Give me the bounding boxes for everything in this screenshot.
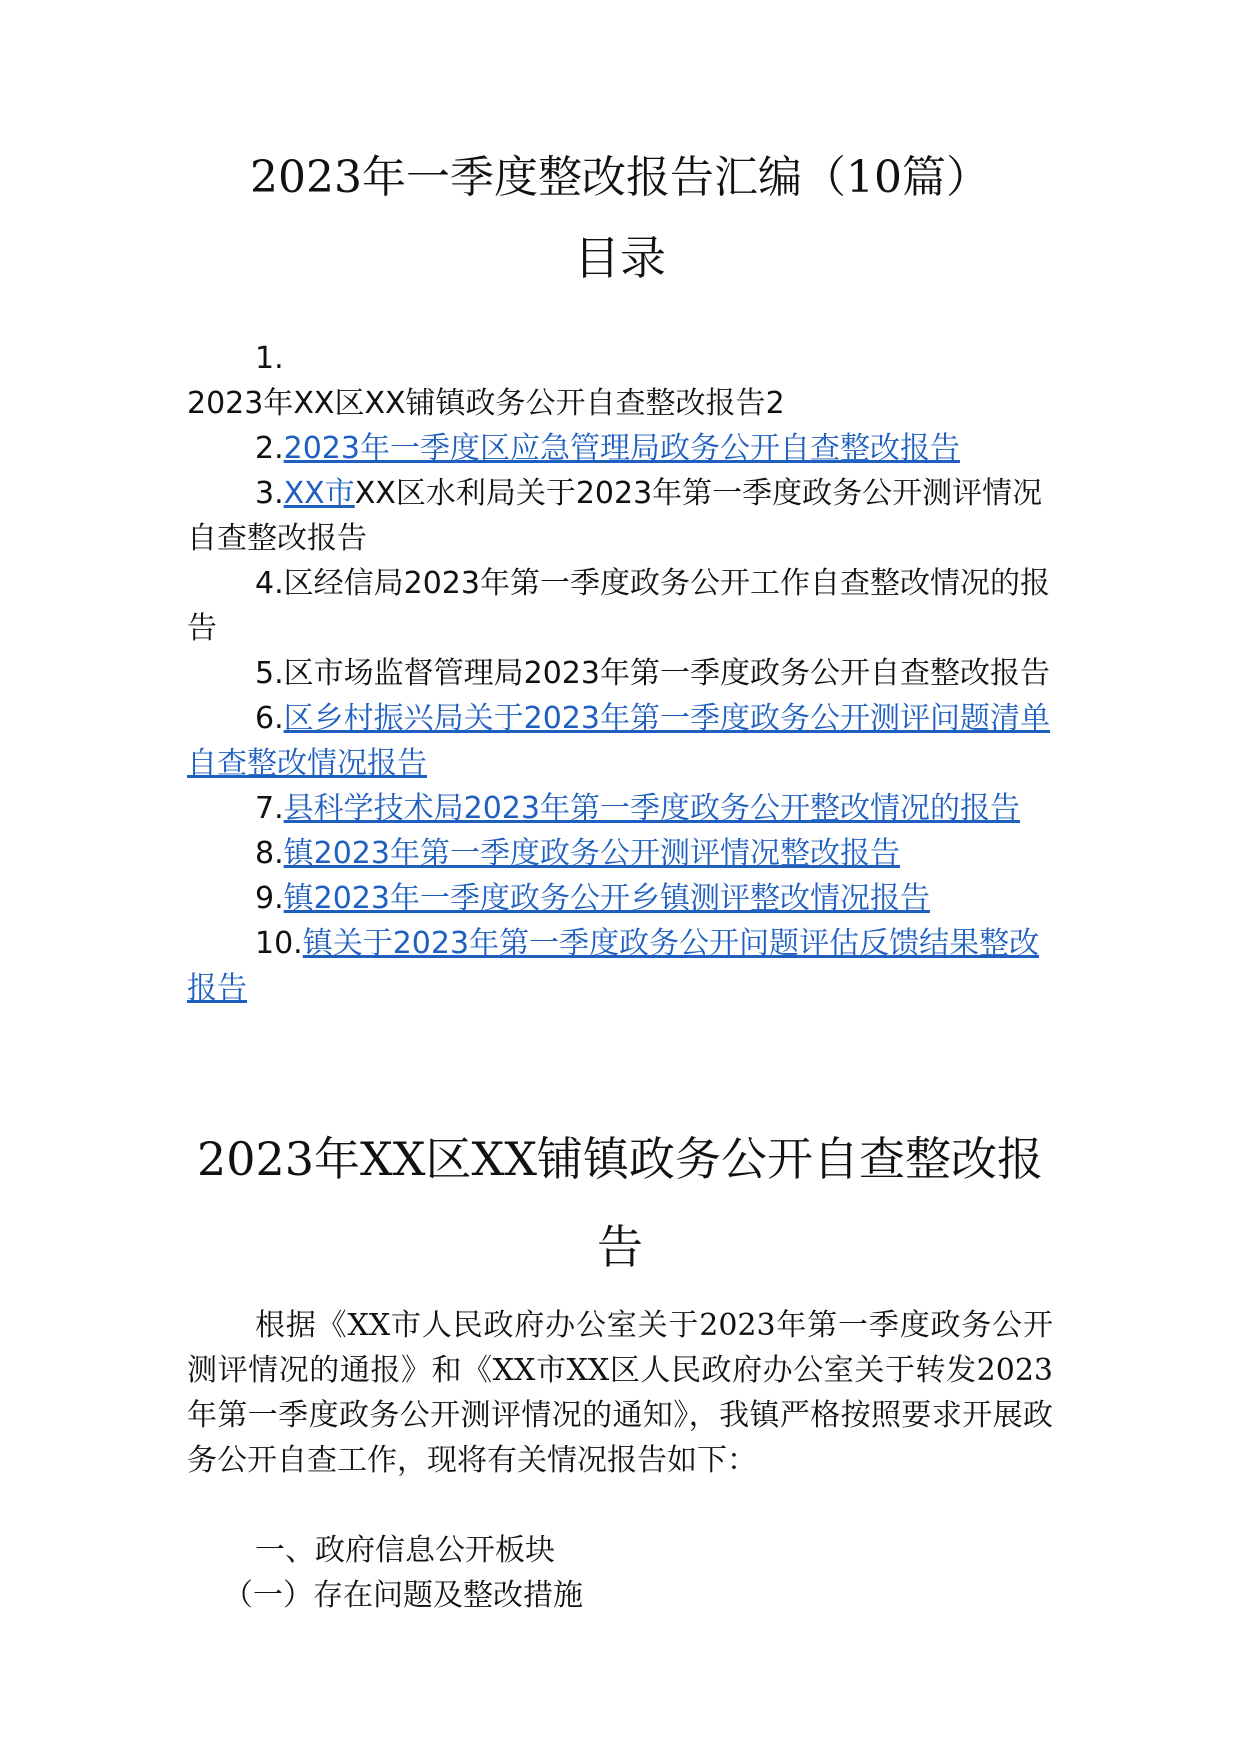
toc-item-text: 区市场监督管理局2023年第一季度政务公开自查整改报告 <box>283 656 1050 691</box>
toc-item-10 <box>187 921 1053 1011</box>
compilation-title: 2023年一季度整改报告汇编（10篇） <box>250 152 990 203</box>
report-title-line-1: 2023年XX区XX铺镇政务公开自查整改报 <box>196 1132 1044 1186</box>
toc-item-6 <box>187 696 1053 786</box>
toc-item-5 <box>187 651 1053 696</box>
toc-link-8[interactable]: 镇2023年第一季度政务公开测评情况整改报告 <box>283 836 900 871</box>
toc-item-number: 6. <box>255 701 284 736</box>
toc-item-number: 8. <box>255 836 284 871</box>
toc-link-3[interactable]: XX市 <box>283 476 355 511</box>
toc-item-number: 4. <box>255 566 284 601</box>
toc-link-6[interactable]: 区乡村振兴局关于2023年第一季度政务公开测评问题清单自查整改情况报告 <box>187 701 1050 781</box>
section-heading: 一、政府信息公开板块 <box>255 1533 555 1568</box>
report-intro-paragraph: 根据《XX市人民政府办公室关于2023年第一季度政务公开测评情况的通报》和《XX市XX区人民政府办公室关于转发2023年第一季度政务公开测评情况的通知》，我镇严格按照要求开展政务公开自查工作，现将有关情况报告如下： <box>187 1308 1053 1478</box>
toc-heading: 目录 <box>574 231 666 285</box>
toc-item-number: 5. <box>255 656 284 691</box>
toc-item-number: 2. <box>255 431 284 466</box>
toc-link-2[interactable]: 2023年一季度区应急管理局政务公开自查整改报告 <box>283 431 960 466</box>
table-of-contents <box>187 336 1053 1011</box>
toc-item-8 <box>187 831 1053 876</box>
toc-item-9 <box>187 876 1053 921</box>
toc-item-number: 7. <box>255 791 284 826</box>
toc-item-number: 3. <box>255 476 284 511</box>
toc-link-7[interactable]: 县科学技术局2023年第一季度政务公开整改情况的报告 <box>283 791 1020 826</box>
toc-item-page: 2 <box>765 386 785 421</box>
toc-item-text: 区经信局2023年第一季度政务公开工作自查整改情况的报告 <box>187 566 1050 646</box>
report-title <box>0 1115 1240 1291</box>
toc-link-10[interactable]: 镇关于2023年第一季度政务公开问题评估反馈结果整改报告 <box>187 926 1040 1006</box>
toc-item-1 <box>187 336 1053 426</box>
toc-item-3 <box>187 471 1053 561</box>
toc-item-number: 10. <box>255 926 303 961</box>
toc-item-number: 9. <box>255 881 284 916</box>
subsection-heading: （一）存在问题及整改措施 <box>223 1578 583 1613</box>
toc-item-text: 2023年XX区XX铺镇政务公开自查整改报告 <box>187 386 766 421</box>
report-title-line-2: 告 <box>597 1220 643 1274</box>
toc-item-7 <box>187 786 1053 831</box>
toc-link-9[interactable]: 镇2023年一季度政务公开乡镇测评整改情况报告 <box>283 881 930 916</box>
toc-item-text: XX区水利局关于2023年第一季度政务公开测评情况自查整改报告 <box>187 476 1043 556</box>
toc-item-2 <box>187 426 1053 471</box>
toc-item-4 <box>187 561 1053 651</box>
toc-item-number: 1. <box>255 341 284 376</box>
